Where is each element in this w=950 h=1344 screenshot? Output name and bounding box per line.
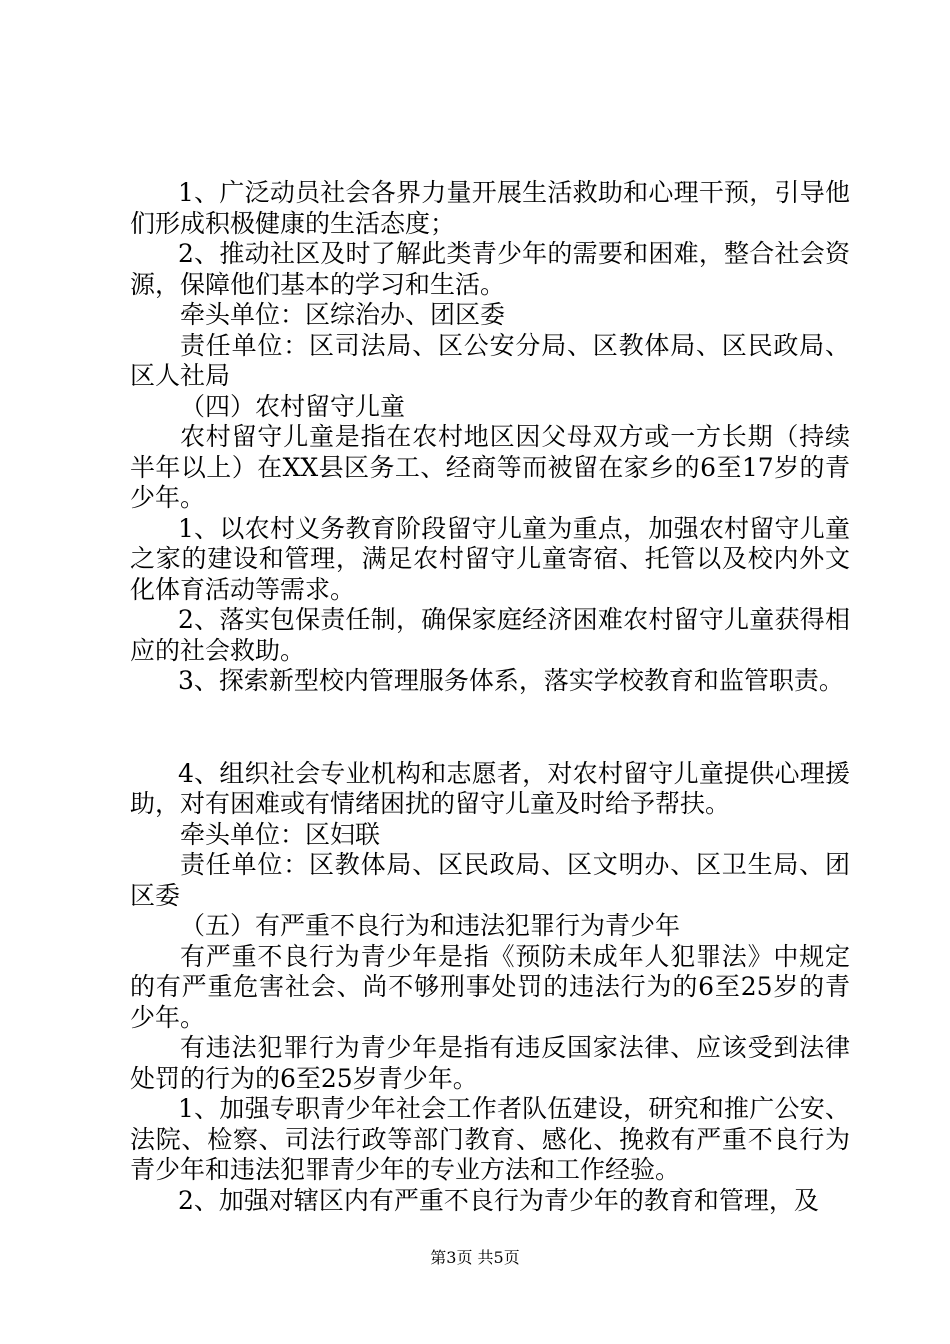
paragraph: 1、广泛动员社会各界力量开展生活救助和心理干预，引导他们形成积极健康的生活态度； (130, 178, 850, 238)
paragraph: （五）有严重不良行为和违法犯罪行为青少年 (180, 911, 681, 940)
paragraph: 牵头单位：区妇联 (180, 819, 381, 849)
paragraph: 3、探索新型校内管理服务体系，落实学校教育和监管职责。 (178, 666, 844, 695)
paragraph: 2、落实包保责任制，确保家庭经济困难农村留守儿童获得相应的社会救助。 (130, 605, 850, 665)
paragraph: 1、以农村义务教育阶段留守儿童为重点，加强农村留守儿童之家的建设和管理，满足农村留守儿童寄宿、托管以及校内外文化体育活动等需求。 (130, 513, 850, 604)
paragraph: （四）农村留守儿童 (180, 391, 406, 421)
paragraph: 责任单位：区司法局、区公安分局、区教体局、区民政局、区人社局 (130, 330, 850, 390)
paragraph: 有违法犯罪行为青少年是指有违反国家法律、应该受到法律处罚的行为的6至25岁青少年。 (130, 1033, 850, 1093)
page-footer: 第3页 共5页 (430, 1248, 520, 1267)
paragraph: 责任单位：区教体局、区民政局、区文明办、区卫生局、团区委 (130, 850, 850, 910)
paragraph: 1、加强专职青少年社会工作者队伍建设，研究和推广公安、法院、检察、司法行政等部门教育、感化、挽救有严重不良行为青少年和违法犯罪青少年的专业方法和工作经验。 (130, 1094, 850, 1184)
document-body (130, 178, 850, 1216)
paragraph: 农村留守儿童是指在农村地区因父母双方或一方长期（持续半年以上）在XX县区务工、经商等而被留在家乡的6至17岁的青少年。 (130, 422, 850, 512)
paragraph: 有严重不良行为青少年是指《预防未成年人犯罪法》中规定的有严重危害社会、尚不够刑事处罚的违法行为的6至25岁的青少年。 (130, 941, 850, 1032)
paragraph: 2、加强对辖区内有严重不良行为青少年的教育和管理，及 (178, 1185, 819, 1215)
paragraph: 4、组织社会专业机构和志愿者，对农村留守儿童提供心理援助，对有困难或有情绪困扰的留守儿童及时给予帮扶。 (130, 758, 850, 818)
blank-line (130, 713, 850, 743)
paragraph: 2、推动社区及时了解此类青少年的需要和困难，整合社会资源，保障他们基本的学习和生活。 (130, 239, 850, 299)
paragraph: 牵头单位：区综治办、团区委 (180, 300, 506, 329)
